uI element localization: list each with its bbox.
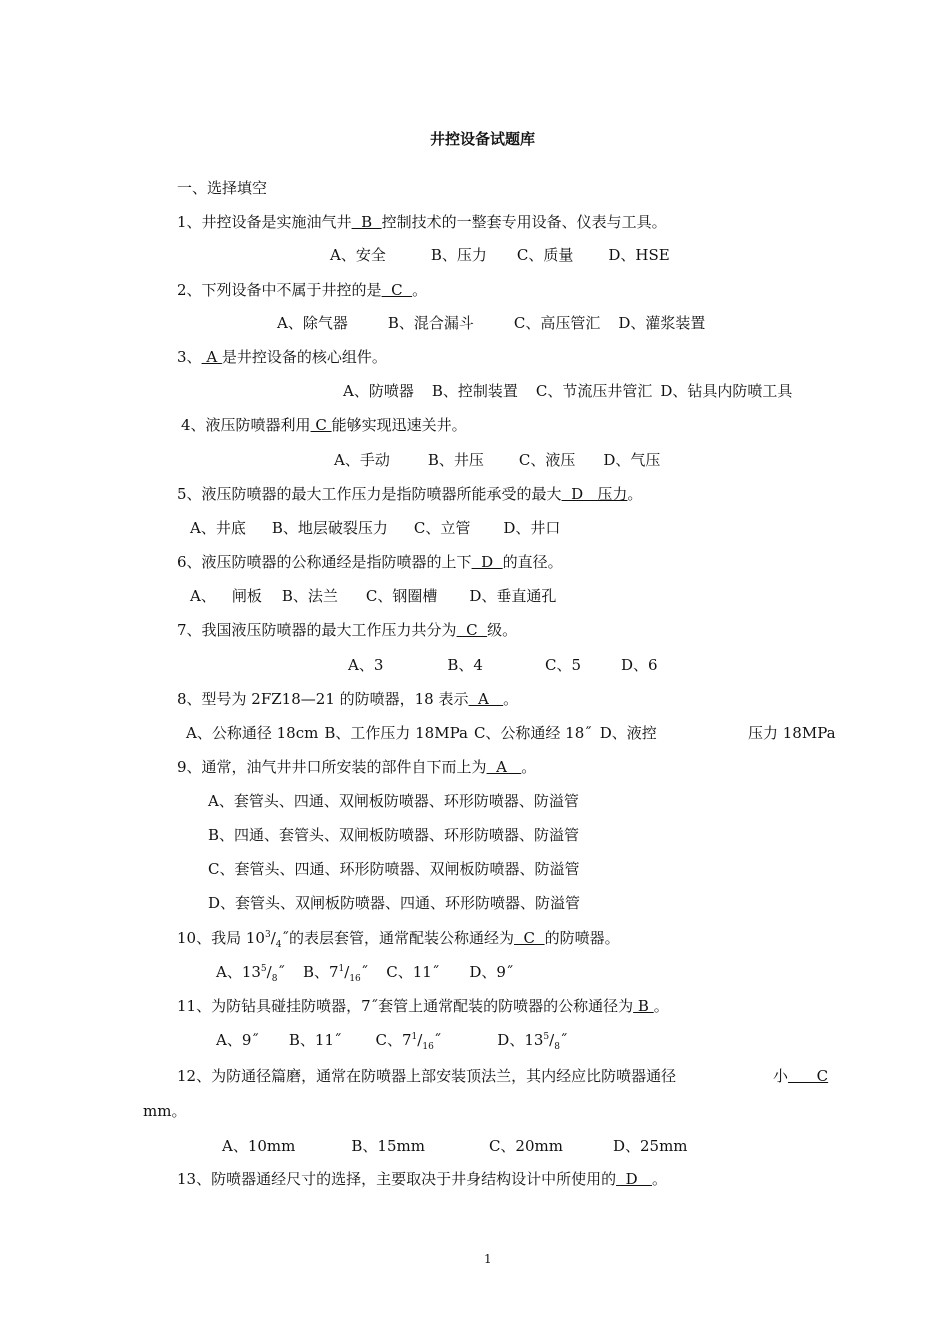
options-11 xyxy=(216,1030,567,1050)
page-number: 1 xyxy=(484,1252,492,1266)
option-b: B、11˝ xyxy=(288,1031,342,1049)
option-c: C、高压管汇 xyxy=(513,314,601,332)
question-5: 5、液压防喷器的最大工作压力是指防喷器所能承受的最大 D 压力。 xyxy=(177,485,643,503)
option-d: D、9˝ xyxy=(469,963,514,981)
question-2: 2、下列设备中不属于井控的是 C 。 xyxy=(177,281,428,299)
options-10 xyxy=(216,962,513,982)
answer-5: D 压力 xyxy=(561,485,628,503)
option-c: C、节流压井管汇 xyxy=(535,382,653,400)
option-a: A、9˝ xyxy=(216,1031,259,1049)
answer-12: C xyxy=(788,1067,829,1085)
options-3 xyxy=(343,381,792,401)
answer-7: C xyxy=(456,621,488,639)
option-d: D、垂直通孔 xyxy=(469,587,557,605)
option-b: B、法兰 xyxy=(281,587,338,605)
question-1: 1、井控设备是实施油气井 B 控制技术的一整套专用设备、仪表与工具。 xyxy=(177,213,667,231)
option-b: B、井压 xyxy=(427,451,484,469)
option-d: D、HSE xyxy=(608,246,670,264)
option-d: D、6 xyxy=(621,656,658,674)
option-a: A、手动 xyxy=(334,451,390,469)
option-d: D、气压 xyxy=(603,451,661,469)
question-8: 8、型号为 2FZ18—21 的防喷器，18 表示 A 。 xyxy=(177,690,519,708)
answer-11: B xyxy=(633,997,654,1015)
options-4 xyxy=(334,450,660,470)
question-6: 6、液压防喷器的公称通经是指防喷器的上下 D 的直径。 xyxy=(177,553,563,571)
option-c: C、$7^1/_{16}˝$ xyxy=(375,1031,442,1052)
option-c: C、公称通经 18˝ xyxy=(473,724,592,742)
option-b: B、混合漏斗 xyxy=(387,314,474,332)
answer-10: C xyxy=(514,929,545,947)
option-b: B、压力 xyxy=(430,246,487,264)
option-d: D、井口 xyxy=(503,519,561,537)
option-d: D、25mm xyxy=(612,1137,688,1155)
question-12: 12、为防通径篇磨，通常在防喷器上部安装顶法兰，其内经应比防喷器通径 xyxy=(177,1067,677,1085)
option-b: B、15mm xyxy=(351,1137,425,1155)
question-12-continued: mm。 xyxy=(143,1102,187,1120)
section-heading: 一、选择填空 xyxy=(177,179,268,197)
options-5 xyxy=(190,518,560,538)
option-c: C、套管头、四通、环形防喷器、双闸板防喷器、防溢管 xyxy=(208,860,580,878)
question-3: 3、 A 是井控设备的核心组件。 xyxy=(177,348,387,366)
option-c: C、液压 xyxy=(518,451,576,469)
option-a: A、3 xyxy=(348,656,384,674)
option-d-continued: 压力 18MPa xyxy=(748,724,836,742)
question-4: 4、液压防喷器利用 C 能够实现迅速关井。 xyxy=(181,416,467,434)
options-6: A、 闸板 B、法兰 C、钢圈槽 D、垂直通孔 xyxy=(190,587,557,605)
question-12-answer-blank: 小 C xyxy=(773,1067,829,1085)
options-12 xyxy=(222,1136,688,1156)
option-c: C、20mm xyxy=(488,1137,563,1155)
option-b: B、控制装置 xyxy=(431,382,518,400)
option-b: B、4 xyxy=(447,656,483,674)
options-8 xyxy=(186,723,657,743)
option-c: C、立管 xyxy=(413,519,471,537)
option-a: A、公称通径 18cm xyxy=(186,724,319,742)
answer-8: A xyxy=(468,690,504,708)
option-b: B、$7^1/_{16}˝$ xyxy=(302,963,369,984)
question-13: 13、防喷器通经尺寸的选择，主要取决于井身结构设计中所使用的 D 。 xyxy=(177,1170,667,1188)
option-a: A、安全 xyxy=(330,246,386,264)
option-b: B、地层破裂压力 xyxy=(271,519,388,537)
answer-3: A xyxy=(201,348,222,366)
option-d: D、灌浆装置 xyxy=(618,314,706,332)
option-b: B、工作压力 18MPa xyxy=(324,724,468,742)
option-c: C、11˝ xyxy=(386,963,440,981)
option-a: A、 xyxy=(190,587,216,605)
answer-2: C xyxy=(381,281,413,299)
options-7 xyxy=(348,655,658,675)
option-c: C、钢圈槽 xyxy=(365,587,438,605)
option-d: D、钻具内防喷工具 xyxy=(660,382,793,400)
options-1 xyxy=(330,245,670,265)
option-d: D、液控 xyxy=(599,724,657,742)
answer-9: A xyxy=(486,758,522,776)
option-d: D、$13^5/_8˝$ xyxy=(497,1031,568,1052)
option-a: A、10mm xyxy=(222,1137,296,1155)
options-2 xyxy=(277,313,705,333)
option-c: C、5 xyxy=(544,656,581,674)
option-b: B、四通、套管头、双闸板防喷器、环形防喷器、防溢管 xyxy=(208,826,580,844)
page-title: 井控设备试题库 xyxy=(430,130,536,148)
answer-6: D xyxy=(471,553,503,571)
option-c: C、质量 xyxy=(516,246,574,264)
option-a: A、井底 xyxy=(190,519,246,537)
option-a: A、防喷器 xyxy=(343,382,414,400)
question-7: 7、我国液压防喷器的最大工作压力共分为 C 级。 xyxy=(177,621,518,639)
question-9: 9、通常，油气井井口所安装的部件自下而上为 A 。 xyxy=(177,758,537,776)
answer-4: C xyxy=(310,416,332,434)
option-a: A、$13^5/_8˝$ xyxy=(216,963,285,984)
option-a: A、套管头、四通、双闸板防喷器、环形防喷器、防溢管 xyxy=(208,792,579,810)
answer-13: D xyxy=(616,1170,652,1188)
question-11: 11、为防钻具碰挂防喷器，7˝套管上通常配装的防喷器的公称通径为 B 。 xyxy=(177,997,669,1015)
answer-1: B xyxy=(351,213,382,231)
question-10: 10、我局 $10^3/_4˝$的表层套管，通常配装公称通经为 C 的防喷器。 xyxy=(177,929,620,950)
option-d: D、套管头、双闸板防喷器、四通、环形防喷器、防溢管 xyxy=(208,894,581,912)
option-a: A、除气器 xyxy=(277,314,348,332)
